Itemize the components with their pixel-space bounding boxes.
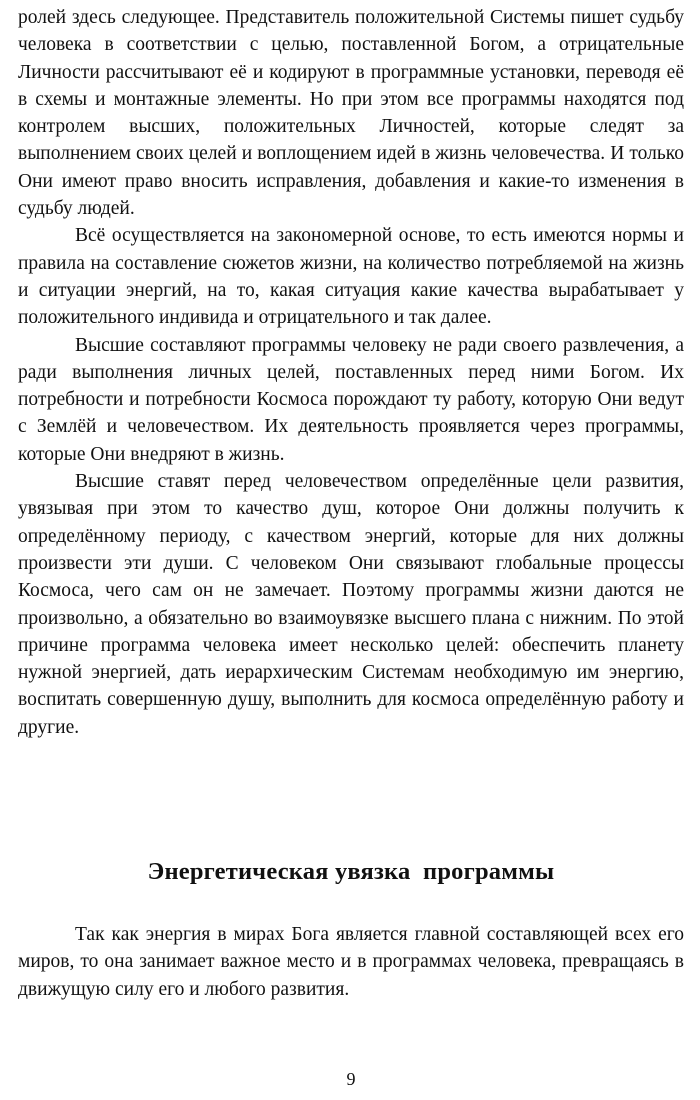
paragraph-continued: ролей здесь следующее. Представитель положительной Системы пишет судьбу человека в соответствии с целью, поставленной Богом, а отрицательные Личности рассчитывают её и кодируют в программные установки, переводя её в схемы и монтажные элементы. Но при этом все программы находятся под контролем высших, положительных Личностей, которые следят за выполнением своих целей и воплощением идей в жизнь человечества. И только Они имеют право вносить исправления, добавления и какие-то изменения в судьбу людей. bbox=[18, 7, 684, 220]
body-text-block bbox=[18, 4, 684, 741]
section-paragraph: Так как энергия в мирах Бога является главной составляющей всех его миров, то она занимает важное место и в программах человека, превращаясь в движущую силу его и любого развития. bbox=[18, 924, 684, 1000]
paragraph: Всё осуществляется на закономерной основе, то есть имеются нормы и правила на составление сюжетов жизни, на количество потребляемой на жизнь и ситуации энергий, на то, какая ситуация какие качества вырабатывает у положительного индивида и отрицательного и так далее. bbox=[18, 225, 684, 329]
section-text-block bbox=[18, 921, 684, 1003]
paragraph: Высшие составляют программы человеку не ради своего развлечения, а ради выполнения личных целей, поставленных перед ними Богом. Их потребности и потребности Космоса порождают ту работу, которую Они ведут с Землёй и человечеством. Их деятельность проявляется через программы, которые Они внедряют в жизнь. bbox=[18, 334, 684, 465]
page-number: 9 bbox=[346, 1069, 356, 1089]
paragraph: Высшие ставят перед человечеством определённые цели развития, увязывая при этом то качество душ, которое Они должны получить к определённому периоду, с качеством энергий, которые для них должны произвести эти души. С человеком Они связывают глобальные процессы Космоса, чего сам он не замечает. Поэтому программы жизни даются не произвольно, а обязательно во взаимоувязке высшего плана с нижним. По этой причине программа человека имеет несколько целей: обеспечить планету нужной энергией, дать иерархическим Системам необходимую им энергию, воспитать совершенную душу, выполнить для космоса определённую работу и другие. bbox=[18, 471, 684, 738]
book-page bbox=[18, 4, 684, 1096]
section-heading-wrap bbox=[18, 858, 684, 886]
section-heading: Энергетическая увязка программы bbox=[147, 858, 555, 885]
